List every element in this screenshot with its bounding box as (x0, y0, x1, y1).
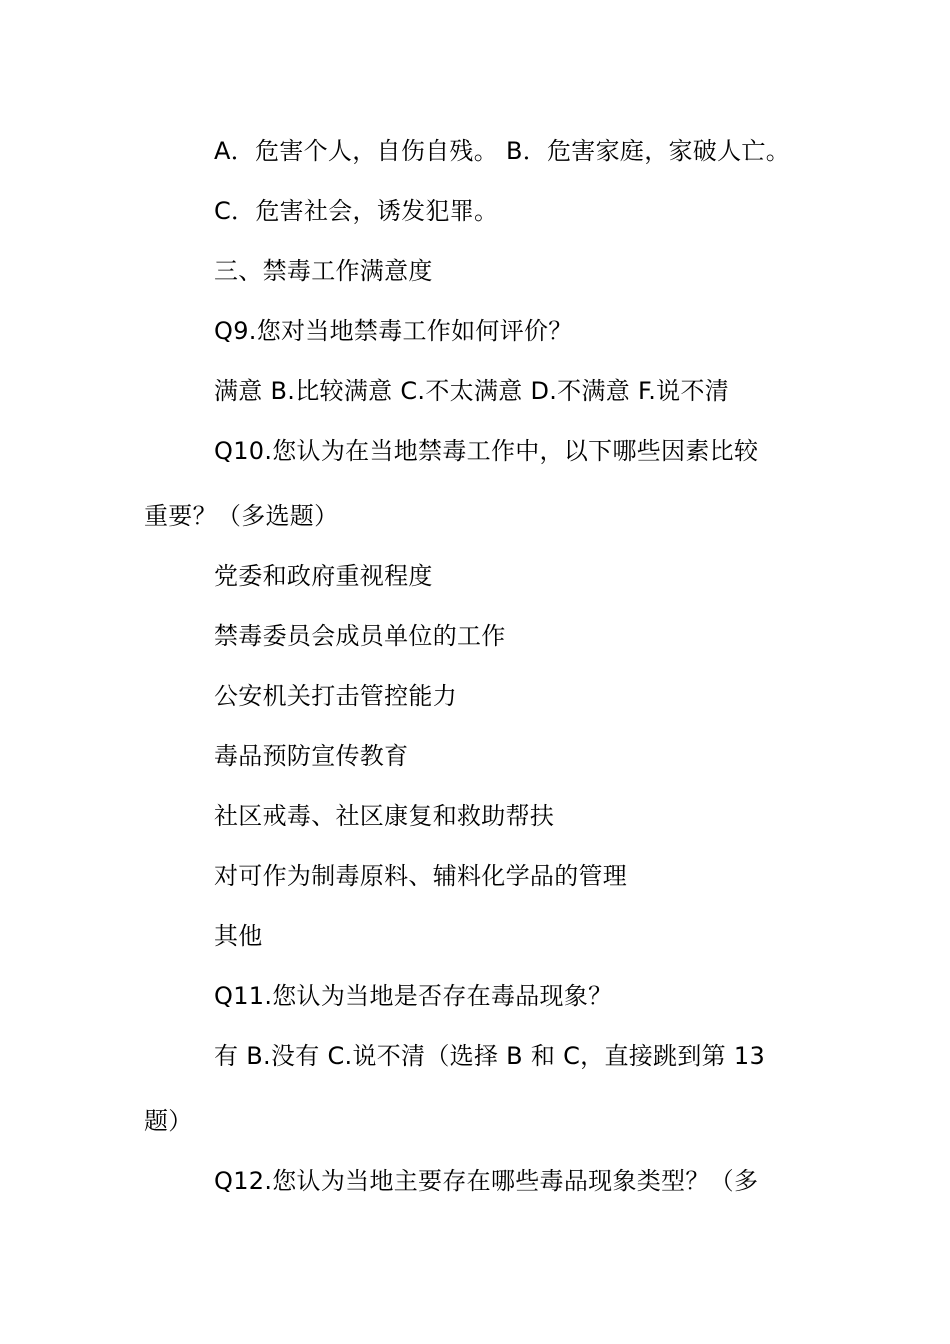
section-heading: 三、禁毒工作满意度 (214, 257, 433, 285)
q10-option-6: 对可作为制毒原料、辅料化学品的管理 (214, 862, 628, 890)
q10-option-3: 公安机关打击管控能力 (214, 682, 457, 710)
q10-question-continued: 重要？（多选题） (144, 502, 339, 530)
q10-option-7: 其他 (214, 922, 263, 950)
q8-option-c: C．危害社会，诱发犯罪。 (214, 197, 499, 225)
q10-option-5: 社区戒毒、社区康复和救助帮扶 (214, 802, 555, 830)
q8-options-ab: A．危害个人，自伤自残。 B．危害家庭，家破人亡。 (214, 137, 791, 165)
q10-question: Q10.您认为在当地禁毒工作中，以下哪些因素比较 (214, 437, 759, 465)
q11-options-continued: 题） (144, 1107, 193, 1135)
q10-option-4: 毒品预防宣传教育 (214, 742, 409, 770)
q10-option-2: 禁毒委员会成员单位的工作 (214, 622, 506, 650)
q9-question: Q9.您对当地禁毒工作如何评价？ (214, 317, 573, 345)
q9-options: 满意 B.比较满意 C.不太满意 D.不满意 F.说不清 (214, 377, 730, 405)
q10-option-1: 党委和政府重视程度 (214, 562, 433, 590)
q11-options: 有 B.没有 C.说不清（选择 B 和 C，直接跳到第 13 (214, 1042, 766, 1070)
q11-question: Q11.您认为当地是否存在毒品现象？ (214, 982, 613, 1010)
q12-question: Q12.您认为当地主要存在哪些毒品现象类型？（多 (214, 1167, 759, 1195)
